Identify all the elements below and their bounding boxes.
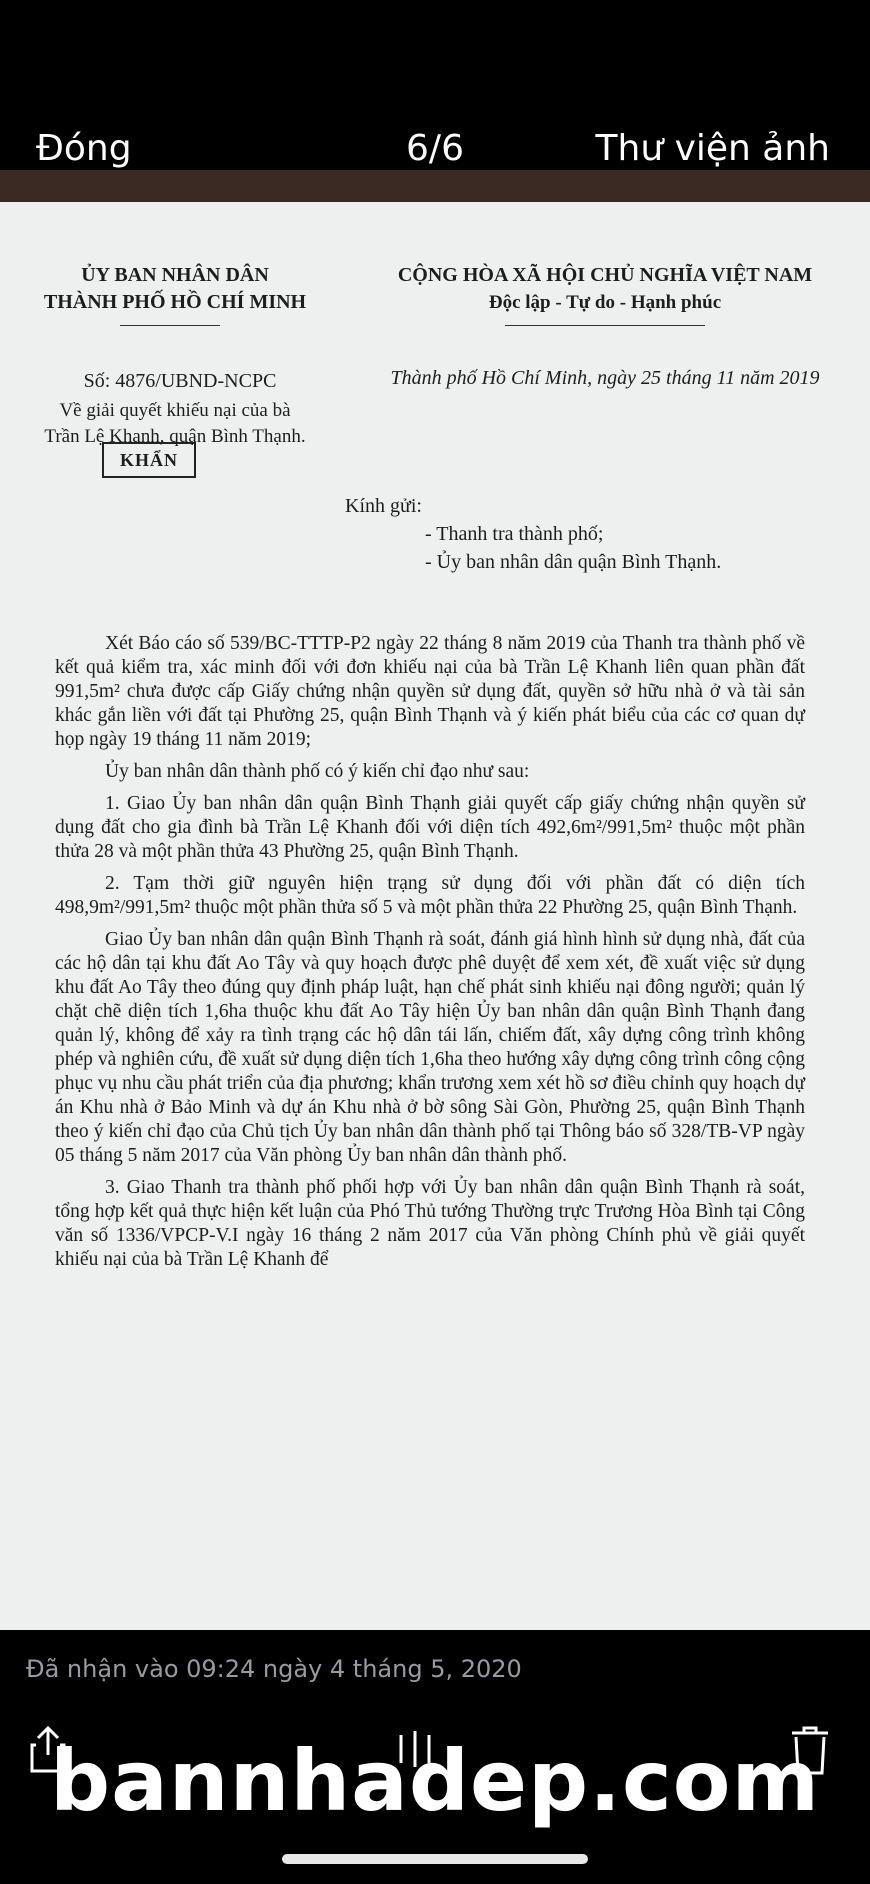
subject-line-1: Về giải quyết khiếu nại của bà (59, 400, 291, 421)
document-body (55, 632, 805, 1280)
agency-line-2: THÀNH PHỐ HỒ CHÍ MINH (43, 291, 307, 313)
document-page (0, 202, 870, 1630)
photo-counter: 6/6 (406, 128, 464, 169)
paragraph: Xét Báo cáo số 539/BC-TTTP-P2 ngày 22 tháng 8 năm 2019 của Thanh tra thành phố về kết quả kiểm tra, xác minh đối với đơn khiếu nại của bà Trần Lệ Khanh liên quan phần đất 991,5m² chưa được cấp Giấy chứng nhận quyền sử dụng đất, quyền sở hữu nhà ở và tài sản khác gắn liền với đất tại Phường 25, quận Bình Thạnh và ý kiến phát biểu của các cơ quan dự họp ngày 19 tháng 11 năm 2019; (55, 633, 805, 750)
agency-header (10, 262, 340, 316)
document-number: Số: 4876/UBND-NCPC (83, 370, 277, 392)
recipients (345, 492, 721, 576)
home-indicator[interactable] (282, 1854, 588, 1864)
watermark: bannhadep.com (49, 1732, 821, 1830)
subject-line-2: Trần Lệ Khanh, quận Bình Thạnh. (44, 426, 306, 447)
paragraph: 3. Giao Thanh tra thành phố phối hợp với Ủy ban nhân dân quận Bình Thạnh rà soát, tổng hợp kết quả thực hiện kết luận của Phó Thủ tướng Thường trực Trương Hòa Bình tại Công văn số 1336/VPCP-V.I ngày 16 tháng 2 năm 2017 của Văn phòng Chính phủ về giải quyết khiếu nại của bà Trần Lệ Khanh để (55, 1177, 805, 1270)
paragraph: Giao Ủy ban nhân dân quận Bình Thạnh rà soát, đánh giá hình hình sử dụng nhà, đất của các hộ dân tại khu đất Ao Tây và quy hoạch được phê duyệt để xem xét, đề xuất việc sử dụng khu đất Ao Tây theo đúng quy định pháp luật, hạn chế phát sinh khiếu nại đông người; quản lý chặt chẽ diện tích 1,6ha thuộc khu đất Ao Tây hiện Ủy ban nhân dân quận Bình Thạnh đang quản lý, không để xảy ra tình trạng các hộ dân tái lấn, chiếm đất, xây dựng công trình không phép và nghiên cứu, đề xuất sử dụng diện tích 1,6ha theo hướng xây dựng công trình công cộng phục vụ nhu cầu phát triển của địa phương; khẩn trương xem xét hồ sơ điều chỉnh quy hoạch dự án Khu nhà ở Bảo Minh và dự án Khu nhà ở bờ sông Sài Gòn, Phường 25, quận Bình Thạnh theo ý kiến chỉ đạo của Chủ tịch Ủy ban nhân dân thành phố tại Thông báo số 328/TB-VP ngày 05 tháng 5 năm 2017 của Văn phòng Ủy ban nhân dân thành phố. (55, 929, 805, 1166)
recipient-2: - Ủy ban nhân dân quận Bình Thạnh. (425, 551, 722, 573)
document-photo[interactable] (0, 170, 870, 1630)
nation-line-2: Độc lập - Tự do - Hạnh phúc (488, 292, 722, 313)
paragraph: Ủy ban nhân dân thành phố có ý kiến chỉ đạo như sau: (105, 761, 530, 782)
agency-line-1: ỦY BAN NHÂN DÂN (81, 264, 269, 286)
paragraph: 2. Tạm thời giữ nguyên hiện trạng sử dụng đối với phần đất có diện tích 498,9m²/991,5m² thuộc một phần thửa số 5 và một phần thửa 22 Phường 25, quận Bình Thạnh. (55, 873, 805, 918)
close-button[interactable]: Đóng (36, 128, 132, 169)
divider (505, 325, 705, 326)
photo-library-button[interactable]: Thư viện ảnh (595, 128, 830, 169)
divider (120, 325, 220, 326)
received-timestamp: Đã nhận vào 09:24 ngày 4 tháng 5, 2020 (26, 1655, 522, 1683)
nation-header (345, 262, 865, 316)
urgent-stamp: KHẨN (102, 442, 196, 478)
document-date: Thành phố Hồ Chí Minh, ngày 25 tháng 11 năm 2019 (390, 367, 820, 389)
paragraph: 1. Giao Ủy ban nhân dân quận Bình Thạnh giải quyết cấp giấy chứng nhận quyền sử dụng đất cho gia đình bà Trần Lệ Khanh đối với diện tích 492,6m²/991,5m² thuộc một phần thửa 28 và một phần thửa 43 Phường 25, quận Bình Thạnh. (55, 793, 805, 862)
nation-line-1: CỘNG HÒA XÃ HỘI CHỦ NGHĨA VIỆT NAM (397, 264, 813, 286)
top-bar (0, 0, 870, 170)
recipient-1: - Thanh tra thành phố; (425, 523, 604, 545)
recipients-label: Kính gửi: (345, 495, 422, 517)
